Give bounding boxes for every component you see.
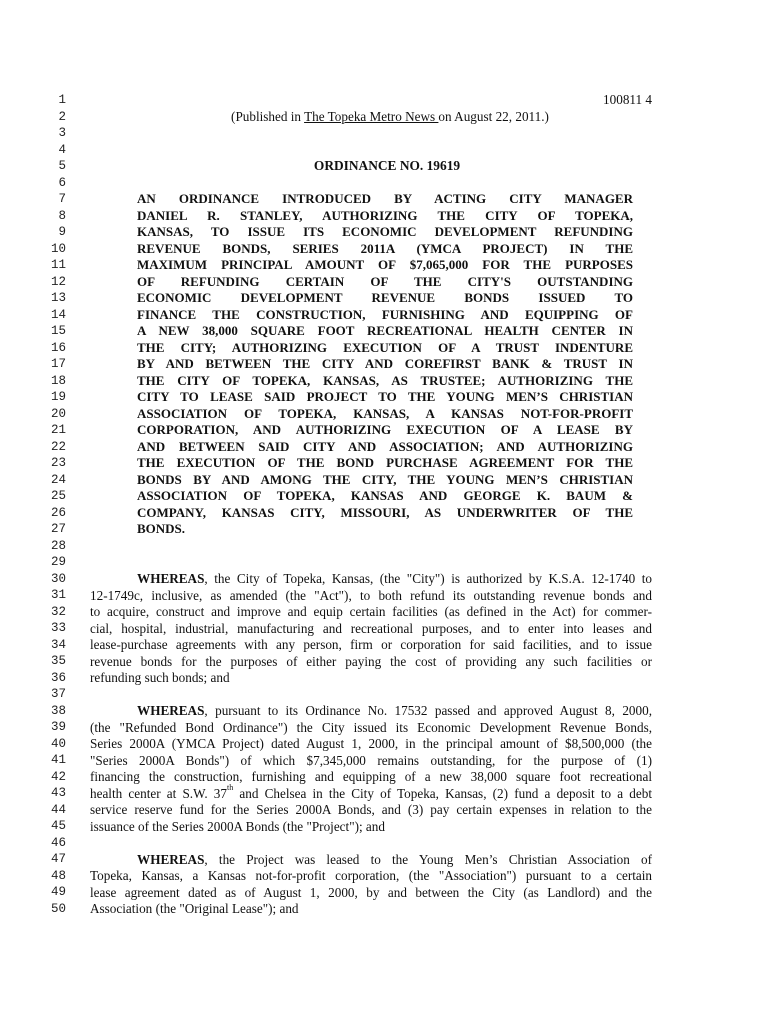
whereas-label: WHEREAS: [137, 703, 205, 718]
line-number: 17: [50, 357, 66, 371]
line-number: 24: [50, 473, 66, 487]
line-number: 1: [58, 93, 66, 107]
paragraph-line: revenue bonds for the purposes of either paying the cost of providing any such facilities or: [90, 654, 652, 669]
paragraph-text: , the City of Topeka, Kansas, (the "City") is authorized by K.S.A. 12-1740 to: [204, 571, 652, 586]
document-code: 100811 4: [603, 92, 652, 107]
line-number: 21: [50, 423, 66, 437]
line-number: 5: [58, 159, 66, 173]
line-number: 40: [50, 737, 66, 751]
paragraph-line: lease agreement dated as of August 1, 2000, by and between the City (as Landlord) and the: [90, 885, 652, 900]
heading-line: THE CITY OF TOPEKA, KANSAS, AS TRUSTEE; AUTHORIZING THE: [137, 373, 633, 388]
line-number: 15: [50, 324, 66, 338]
paragraph-line: [137, 703, 652, 719]
paragraph-line: "Series 2000A Bonds") of which $7,345,000 remains outstanding, for the purpose of (1): [90, 753, 652, 768]
line-number: 29: [50, 555, 66, 569]
paragraph-line: (the "Refunded Bond Ordinance") the City issued its Economic Development Revenue Bonds,: [90, 720, 652, 735]
line-number: 43: [50, 786, 66, 800]
paragraph-text: and Chelsea in the City of Topeka, Kansas, (2) fund a deposit to a debt: [233, 786, 652, 801]
superscript: th: [226, 783, 234, 792]
line-number: 45: [50, 819, 66, 833]
heading-line: THE EXECUTION OF THE BOND PURCHASE AGREEMENT FOR THE: [137, 455, 633, 470]
paragraph-line: Series 2000A (YMCA Project) dated August 1, 2000, in the principal amount of $8,500,000 (the: [90, 736, 652, 751]
line-number: 25: [50, 489, 66, 503]
heading-line: MAXIMUM PRINCIPAL AMOUNT OF $7,065,000 FOR THE PURPOSES: [137, 257, 633, 272]
line-number: 47: [50, 852, 66, 866]
line-number: 38: [50, 704, 66, 718]
heading-line: DANIEL R. STANLEY, AUTHORIZING THE CITY OF TOPEKA,: [137, 208, 633, 223]
line-number: 35: [50, 654, 66, 668]
line-number: 34: [50, 638, 66, 652]
line-number: 50: [50, 902, 66, 916]
line-number: 48: [50, 869, 66, 883]
paragraph-line: Association (the "Original Lease"); and: [90, 901, 299, 916]
whereas-label: WHEREAS: [137, 852, 205, 867]
line-number: 2: [58, 110, 66, 124]
heading-line: ASSOCIATION OF TOPEKA, KANSAS, A KANSAS NOT-FOR-PROFIT: [137, 406, 633, 421]
heading-line: CITY TO LEASE SAID PROJECT TO THE YOUNG MEN’S CHRISTIAN: [137, 389, 633, 404]
line-number: 31: [50, 588, 66, 602]
line-number: 20: [50, 407, 66, 421]
heading-line: BONDS BY AND AMONG THE CITY, THE YOUNG MEN’S CHRISTIAN: [137, 472, 633, 487]
paragraph-text: , the Project was leased to the Young Men’s Christian Association of: [204, 852, 652, 867]
line-number: 7: [58, 192, 66, 206]
line-number: 41: [50, 753, 66, 767]
paragraph-line: service reserve fund for the Series 2000A Bonds, and (3) pay certain expenses in relation to the: [90, 802, 652, 817]
line-number: 22: [50, 440, 66, 454]
heading-line: CORPORATION, AND AUTHORIZING EXECUTION OF A LEASE BY: [137, 422, 633, 437]
paragraph-line: Topeka, Kansas, a Kansas not-for-profit corporation, (the "Association") pursuant to a certain: [90, 868, 652, 883]
line-number: 4: [58, 143, 66, 157]
heading-line: KANSAS, TO ISSUE ITS ECONOMIC DEVELOPMENT REFUNDING: [137, 224, 633, 239]
heading-line: FINANCE THE CONSTRUCTION, FURNISHING AND EQUIPPING OF: [137, 307, 633, 322]
paragraph-text: health center at S.W. 37: [90, 786, 227, 801]
heading-line: ECONOMIC DEVELOPMENT REVENUE BONDS ISSUED TO: [137, 290, 633, 305]
line-number: 28: [50, 539, 66, 553]
paragraph-line: financing the construction, furnishing and equipping of a new 38,000 square foot recreational: [90, 769, 652, 784]
paragraph-line: refunding such bonds; and: [90, 670, 230, 685]
line-number: 13: [50, 291, 66, 305]
paragraph-text: , pursuant to its Ordinance No. 17532 passed and approved August 8, 2000,: [204, 703, 652, 718]
newspaper-name: The Topeka Metro News: [304, 109, 439, 124]
line-number: 32: [50, 605, 66, 619]
paragraph-line: issuance of the Series 2000A Bonds (the "Project"); and: [90, 819, 385, 834]
line-number: 33: [50, 621, 66, 635]
paragraph-line: [137, 571, 652, 587]
line-number: 42: [50, 770, 66, 784]
line-number: 44: [50, 803, 66, 817]
line-number: 14: [50, 308, 66, 322]
paragraph-line: to acquire, construct and improve and equip certain facilities (as defined in the Act) for commer-: [90, 604, 652, 619]
heading-line: AND BETWEEN SAID CITY AND ASSOCIATION; AND AUTHORIZING: [137, 439, 633, 454]
heading-line: A NEW 38,000 SQUARE FOOT RECREATIONAL HEALTH CENTER IN: [137, 323, 633, 338]
line-number: 36: [50, 671, 66, 685]
heading-line: THE CITY; AUTHORIZING EXECUTION OF A TRUST INDENTURE: [137, 340, 633, 355]
heading-line: REVENUE BONDS, SERIES 2011A (YMCA PROJECT) IN THE: [137, 241, 633, 256]
heading-line: OF REFUNDING CERTAIN OF THE CITY'S OUTSTANDING: [137, 274, 633, 289]
line-number: 10: [50, 242, 66, 256]
publication-date: on August 22, 2011.): [438, 109, 549, 124]
paragraph-line: 12-1749c, inclusive, as amended (the "Act"), to both refund its outstanding revenue bonds and: [90, 588, 652, 603]
heading-line: COMPANY, KANSAS CITY, MISSOURI, AS UNDERWRITER OF THE: [137, 505, 633, 520]
heading-line: AN ORDINANCE INTRODUCED BY ACTING CITY MANAGER: [137, 191, 633, 206]
line-number: 12: [50, 275, 66, 289]
line-number: 37: [50, 687, 66, 701]
publication-note: [160, 109, 620, 125]
line-number: 49: [50, 885, 66, 899]
whereas-label: WHEREAS: [137, 571, 205, 586]
paragraph-line: cial, hospital, industrial, manufacturing and recreational purposes, and to enter into leases and: [90, 621, 652, 636]
paragraph-line: [137, 852, 652, 868]
line-number: 11: [50, 258, 66, 272]
line-number: 27: [50, 522, 66, 536]
paragraph-line: [90, 783, 652, 802]
line-number: 30: [50, 572, 66, 586]
paragraph-line: lease-purchase agreements with any person, firm or corporation for said facilities, and to issue: [90, 637, 652, 652]
line-number: 18: [50, 374, 66, 388]
ordinance-title: ORDINANCE NO. 19619: [313, 158, 461, 173]
line-number: 39: [50, 720, 66, 734]
heading-line: BY AND BETWEEN THE CITY AND COREFIRST BANK & TRUST IN: [137, 356, 633, 371]
line-number: 3: [58, 126, 66, 140]
line-number: 9: [58, 225, 66, 239]
publication-prefix: (Published in: [231, 109, 305, 124]
heading-line: ASSOCIATION OF TOPEKA, KANSAS AND GEORGE K. BAUM &: [137, 488, 633, 503]
heading-line: BONDS.: [137, 521, 186, 536]
line-number: 6: [58, 176, 66, 190]
line-number: 19: [50, 390, 66, 404]
line-number: 26: [50, 506, 66, 520]
line-number: 46: [50, 836, 66, 850]
line-number: 23: [50, 456, 66, 470]
line-number: 8: [58, 209, 66, 223]
line-number: 16: [50, 341, 66, 355]
